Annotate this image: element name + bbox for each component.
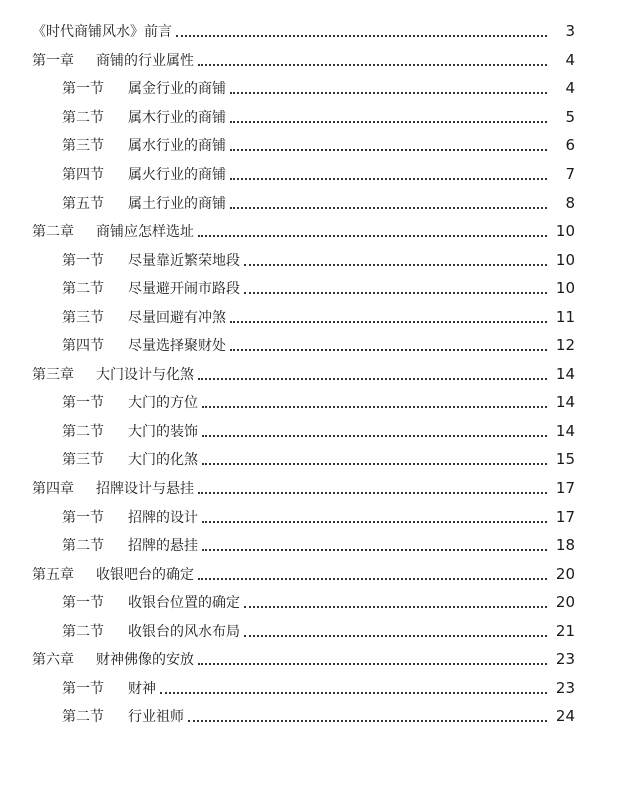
toc-section-row	[0, 616, 621, 645]
toc-number: 第一节	[62, 252, 104, 269]
dot-leader	[198, 578, 547, 580]
toc-number: 第一节	[62, 509, 104, 526]
dot-leader	[198, 235, 547, 237]
dot-leader	[160, 692, 547, 694]
toc-page-number: 18	[555, 536, 575, 555]
toc-number: 第一节	[62, 680, 104, 697]
toc-section-row	[0, 103, 621, 132]
toc-number: 第四节	[62, 338, 104, 355]
toc-page-number: 15	[555, 450, 575, 469]
dot-leader	[198, 64, 547, 66]
dot-leader	[244, 606, 547, 608]
toc-page-number: 23	[555, 650, 575, 669]
toc-title: 财神	[128, 680, 156, 697]
dot-leader	[230, 349, 547, 351]
toc-section-row	[0, 274, 621, 303]
toc-title: 招牌设计与悬挂	[96, 481, 194, 498]
toc-number: 第二节	[62, 281, 104, 298]
toc-number: 第二章	[32, 224, 74, 241]
toc-section-row	[0, 531, 621, 560]
toc-title: 尽量回避有冲煞	[128, 309, 226, 326]
dot-leader	[202, 435, 547, 437]
toc-page-number: 11	[555, 307, 575, 326]
toc-page-number: 10	[555, 222, 575, 241]
toc-title: 《时代商铺风水》前言	[32, 24, 172, 41]
toc-page-number: 5	[565, 107, 575, 126]
dot-leader	[198, 663, 547, 665]
toc-number: 第五章	[32, 566, 74, 583]
toc-page-number: 8	[565, 193, 575, 212]
toc-number: 第一章	[32, 52, 74, 69]
toc-section-row	[0, 331, 621, 360]
toc-page-number: 10	[555, 250, 575, 269]
toc-number: 第二节	[62, 623, 104, 640]
dot-leader	[230, 321, 547, 323]
toc-number: 第三章	[32, 366, 74, 383]
toc-title: 商铺的行业属性	[96, 52, 194, 69]
toc-chapter-row	[0, 46, 621, 75]
toc-title: 属金行业的商铺	[128, 81, 226, 98]
toc-page-number: 14	[555, 421, 575, 440]
toc-section-row	[0, 160, 621, 189]
toc-number: 第四节	[62, 167, 104, 183]
toc-section-row	[0, 245, 621, 274]
dot-leader	[230, 207, 547, 209]
toc-section-row	[0, 188, 621, 217]
dot-leader	[244, 635, 547, 637]
table-of-contents	[0, 17, 621, 731]
toc-chapter-row	[0, 474, 621, 503]
toc-number: 第二节	[62, 423, 104, 440]
dot-leader	[244, 292, 547, 294]
toc-number: 第二节	[62, 109, 104, 126]
toc-title: 大门的化煞	[128, 452, 198, 469]
toc-section-row	[0, 74, 621, 103]
toc-number: 第六章	[32, 652, 74, 669]
toc-title: 尽量靠近繁荣地段	[128, 252, 240, 269]
toc-number: 第二节	[62, 709, 104, 726]
dot-leader	[202, 463, 547, 465]
dot-leader	[198, 378, 547, 380]
toc-number: 第五节	[62, 195, 104, 212]
toc-chapter-row	[0, 217, 621, 246]
toc-title: 属水行业的商铺	[128, 138, 226, 155]
dot-leader	[202, 521, 547, 523]
dot-leader	[176, 35, 547, 37]
toc-section-row	[0, 674, 621, 703]
toc-title: 财神佛像的安放	[96, 652, 194, 669]
dot-leader	[188, 720, 547, 722]
toc-title: 尽量避开闹市路段	[128, 281, 240, 298]
toc-number: 第一节	[62, 595, 104, 612]
dot-leader	[244, 264, 547, 266]
toc-number: 第三节	[62, 309, 104, 326]
toc-title: 收银吧台的确定	[96, 566, 194, 583]
toc-section-row	[0, 588, 621, 617]
toc-page-number: 17	[555, 479, 575, 498]
toc-section-row	[0, 131, 621, 160]
toc-chapter-row	[0, 559, 621, 588]
toc-number: 第四章	[32, 481, 74, 498]
toc-number: 第二节	[62, 538, 104, 555]
toc-page-number: 23	[555, 678, 575, 697]
toc-title: 收银台位置的确定	[128, 595, 240, 612]
toc-page-number: 24	[555, 707, 575, 726]
toc-page-number: 21	[555, 621, 575, 640]
toc-page-number: 20	[555, 593, 575, 612]
dot-leader	[230, 92, 547, 94]
dot-leader	[202, 549, 547, 551]
toc-title: 大门的方位	[128, 395, 198, 412]
toc-page-number: 17	[555, 507, 575, 526]
toc-page-number: 14	[555, 393, 575, 412]
toc-number: 第三节	[62, 138, 104, 155]
toc-title: 行业祖师	[128, 709, 184, 726]
toc-page-number: 4	[565, 50, 575, 69]
toc-title: 商铺应怎样选址	[96, 224, 194, 241]
dot-leader	[230, 149, 547, 151]
toc-chapter-row	[0, 645, 621, 674]
toc-title: 尽量选择聚财处	[128, 338, 226, 355]
toc-title: 大门设计与化煞	[96, 366, 194, 383]
toc-title: 属木行业的商铺	[128, 109, 226, 126]
toc-section-row	[0, 502, 621, 531]
dot-leader	[202, 406, 547, 408]
toc-page-number: 12	[555, 336, 575, 355]
toc-title: 属火行业的商铺	[128, 167, 226, 183]
toc-number: 第一节	[62, 395, 104, 412]
toc-title: 大门的装饰	[128, 423, 198, 440]
toc-title: 招牌的设计	[128, 509, 198, 526]
toc-page-number: 3	[565, 22, 575, 41]
dot-leader	[230, 121, 547, 123]
toc-number: 第三节	[62, 452, 104, 469]
toc-chapter-row	[0, 360, 621, 389]
toc-page-number: 6	[565, 136, 575, 155]
toc-section-row	[0, 702, 621, 731]
toc-title: 属土行业的商铺	[128, 195, 226, 212]
toc-section-row	[0, 388, 621, 417]
toc-page-number: 20	[555, 564, 575, 583]
toc-section-row	[0, 445, 621, 474]
dot-leader	[230, 178, 547, 180]
toc-page-number: 14	[555, 364, 575, 383]
toc-page-number: 7	[565, 165, 575, 183]
toc-section-row	[0, 417, 621, 446]
dot-leader	[198, 492, 547, 494]
toc-title: 招牌的悬挂	[128, 538, 198, 555]
toc-front-row	[0, 17, 621, 46]
toc-section-row	[0, 302, 621, 331]
toc-title: 收银台的风水布局	[128, 623, 240, 640]
toc-page-number: 10	[555, 279, 575, 298]
toc-number: 第一节	[62, 81, 104, 98]
toc-page-number: 4	[565, 79, 575, 98]
